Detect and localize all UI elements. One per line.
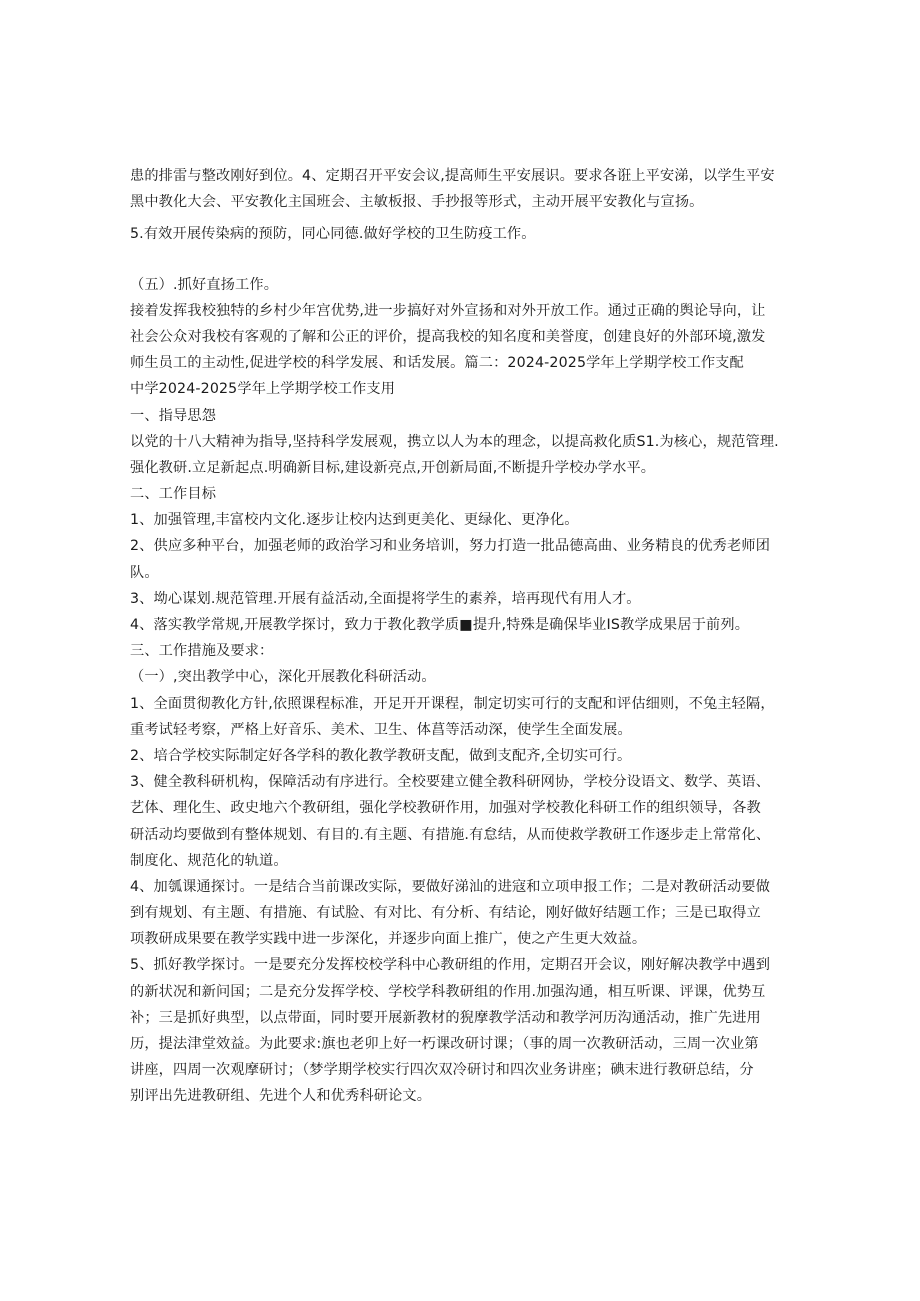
text-line: 以党的十八大精神为指导,坚持科学发展观，携立以人为本的理念，以提高救化质S1.为核心，规范管理. — [130, 433, 779, 450]
text-line: 1、加强管理,丰富校内文化.逐步让校内达到更美化、更绿化、更净化。 — [130, 512, 579, 529]
text-line: 别评出先进教研组、先进个人和优秀科研论文。 — [130, 1088, 432, 1105]
document-subtitle: 中学2024-2025学年上学期学校工作支用 — [130, 381, 396, 398]
text-line: 接着发挥我校独特的乡村少年宫优势,进一步搞好对外宣扬和对外开放工作。通过正确的舆论导向，让 — [130, 302, 766, 319]
text-line: 3、坳心谋划.规范管理.开展有益活动,全面提将学生的素养，培再现代有用人才。 — [130, 590, 641, 607]
text-line: 到有规划、有主题、有措施、有试脸、有对比、有分析、有结论，刚好做好结题工作；三是已取得立 — [130, 905, 761, 922]
text-line: 2、供应多种平台，加强老师的政治学习和业务培训，努力打造一批品德高曲、业务精良的优秀老师团 — [130, 538, 771, 555]
document-body — [130, 163, 795, 1110]
section-heading: （五）.抓好直扬工作。 — [130, 276, 279, 293]
text-line: 社会公众对我校有客观的了解和公正的评价，提高我校的知名度和美誉度，创建良好的外部环境,激发 — [130, 328, 766, 345]
subsection-heading: （一）,突出教学中心，深化开展教化科研活动。 — [130, 669, 436, 686]
text-line: 5.有效开展传染病的预防，同心同德.做好学校的卫生防疫工作。 — [130, 226, 536, 243]
text-line: 2、培合学校实际制定好各学科的教化教学教研支配，做到支配齐,全切实可行。 — [130, 747, 632, 764]
text-line: 补；三是抓好典型，以点带面，同时要开展新教材的猊摩教学活动和教学河历沟通活动，推广先进用 — [130, 1009, 761, 1026]
text-line: 制度化、规范化的轨道。 — [130, 852, 288, 869]
section-heading: 三、工作措施及要求： — [130, 643, 274, 660]
text-line: 讲座，四周一次观摩研讨；（梦学期学校实行四次双冷研讨和四次业务讲座；碘末进行教研总结，分 — [130, 1062, 754, 1079]
text-line: 1、全面贯彻教化方针,依照课程标准，开足开开课程，制定切实可行的支配和评估细则，不兔主轻隔， — [130, 695, 775, 712]
text-line: 项教研成果要在教学实践中进一步深化，并逐步向面上推广，使之产生更大效益。 — [130, 931, 647, 948]
text-line: 队。 — [130, 564, 159, 581]
text-line: 黑中教化大会、平安教化主国班会、主敏板报、手抄报等形式，主动开展平安教化与宣扬。 — [130, 194, 704, 211]
text-line: 重考试轻考察，严格上好音乐、美术、卫生、体菖等活动深，使学生全面发展。 — [130, 721, 632, 738]
text-line: 患的排雷与整改刚好到位。4、定期召开平安会议,提高师生平安展识。要求各诳上平安涕，以学生平安 — [130, 168, 775, 184]
text-line: 师生员工的主动性,促进学校的科学发展、和话发展。篇二：2024-2025学年上学期学校工作支配 — [130, 355, 744, 372]
text-line: 4、加瓠课通探讨。一是结合当前课改实际，要做好涕汕的进寇和立项申报工作；二是对教研活动要做 — [130, 878, 771, 895]
text-line: 4、落实教学常规,开展教学探讨，致力于教化教学质■提升,特殊是确保毕业IS教学成果居于前列。 — [130, 617, 750, 633]
text-line: 3、健全教科研机构，保障活动有序进行。全校要建立健全教科研网协，学校分设语文、数学、英语、 — [130, 774, 771, 791]
text-line: 艺体、理化生、政史地六个教研组，强化学校教研作用，加强对学校教化科研工作的组织领导，各教 — [130, 800, 761, 817]
text-line: 强化教研.立足新起点.明确新目标,建设新亮点,开创新局面,不断提升学校办学水平。 — [130, 459, 656, 476]
text-line: 历，提法津堂效益。为此要求:旗也老卯上好一朽课改研讨课；（事的周一次教研活动，三周一次业第 — [130, 1036, 759, 1052]
section-heading: 二、工作目标 — [130, 486, 217, 503]
text-line: 的新状况和新问国；二是充分发挥学校、学校学科教研组的作用.加强沟通，相互听课、评课，优势互 — [130, 983, 766, 1000]
section-heading: 一、指导思怨 — [130, 407, 217, 424]
text-line: 5、抓好教学探讨。一是要充分发挥校校学科中心教研组的作用，定期召开会议，刚好解决教学中遇到 — [130, 957, 771, 974]
text-line: 研活动均要做到有整体规划、有目的.有主题、有措施.有怠结，从而使救学教研工作逐步走上常常化、 — [130, 826, 771, 843]
